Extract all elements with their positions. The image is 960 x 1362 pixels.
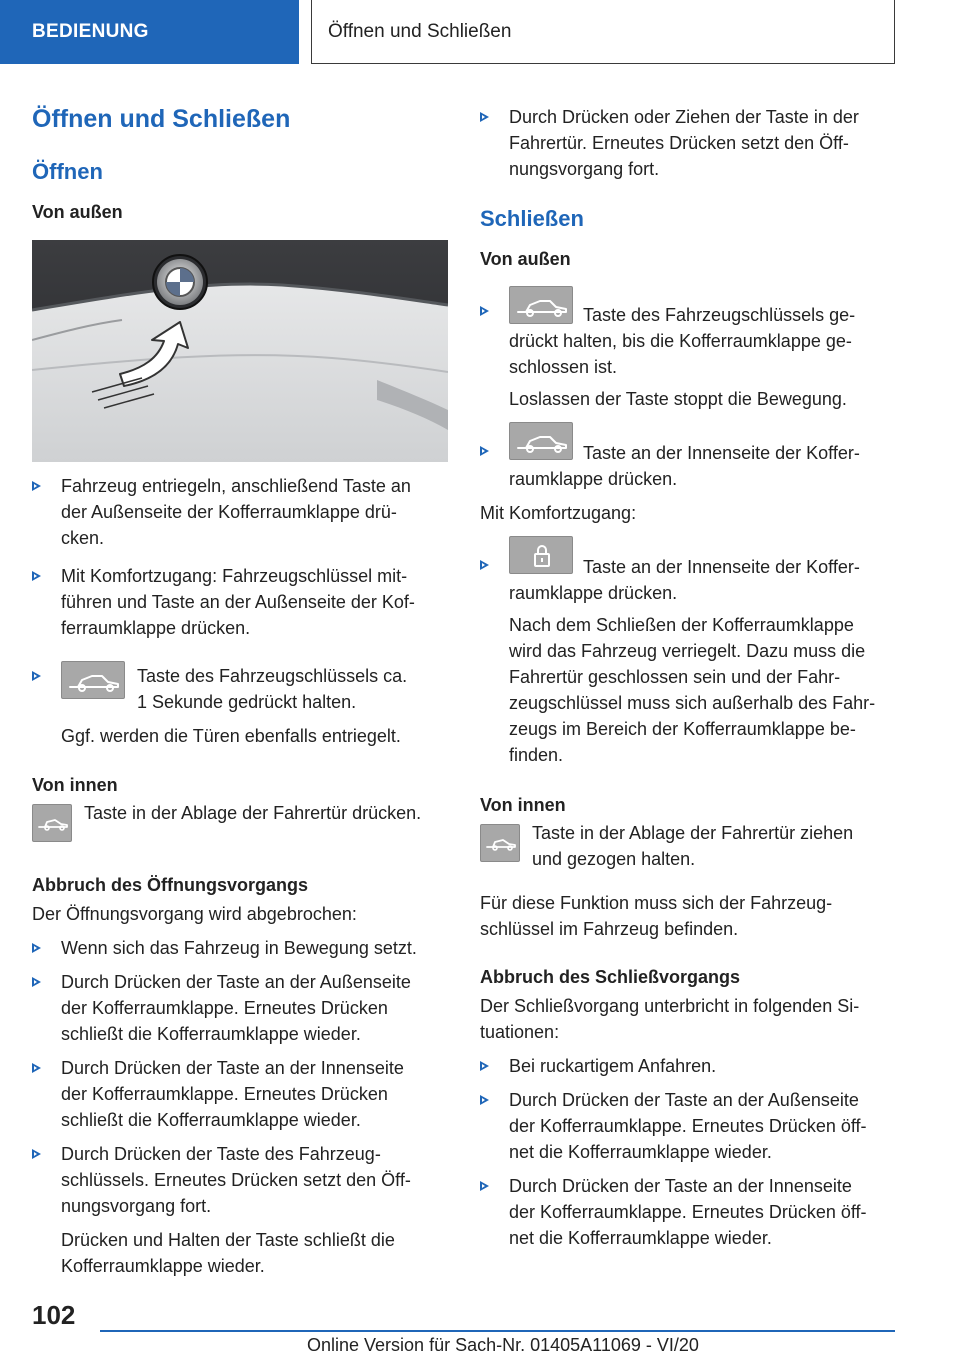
heading-von-innen: Von innen — [32, 775, 118, 795]
bullet-line: nungsvorgang fort. — [61, 1196, 212, 1216]
bullet-line: Fahrertür. Erneutes Drücken setzt den Öff- — [509, 133, 849, 153]
bullet-line: der Kofferraumklappe. Erneutes Drücken öff- — [509, 1116, 867, 1136]
bullet-note: finden. — [509, 745, 564, 765]
bullet-line: schlüssels. Erneutes Drücken setzt den Öff- — [61, 1170, 411, 1190]
right-column — [480, 96, 898, 1251]
trunk-button-icon — [32, 804, 72, 842]
innen-para: Für diese Funktion muss sich der Fahrzeug- — [480, 893, 833, 913]
trunk-button-icon — [480, 824, 520, 862]
bullet-line: der Kofferraumklappe. Erneutes Drücken — [61, 1084, 388, 1104]
innen-para: schlüssel im Fahrzeug befinden. — [480, 919, 739, 939]
abbruch-intro: Der Schließvorgang unterbricht in folgenden Si- — [480, 996, 860, 1016]
bullet-note: Drücken und Halten der Taste schließt die — [61, 1230, 395, 1250]
list-item — [480, 1173, 898, 1251]
bullet-line: nungsvorgang fort. — [509, 159, 660, 179]
abbruch-intro: Der Öffnungsvorgang wird abgebrochen: — [32, 904, 357, 924]
bullet-line: Taste an der Innenseite der Koffer- — [583, 557, 860, 577]
bullet-note: Nach dem Schließen der Kofferraumklappe — [509, 615, 854, 635]
footer-divider — [100, 1330, 895, 1332]
bullet-line: Wenn sich das Fahrzeug in Bewegung setzt. — [61, 938, 417, 958]
bullet-line: net die Kofferraumklappe wieder. — [509, 1142, 772, 1162]
trunk-key-icon — [509, 422, 573, 460]
bullet-line: führen und Taste an der Außenseite der Kof- — [61, 592, 415, 612]
bullet-line: Fahrzeug entriegeln, anschließend Taste an — [61, 476, 411, 496]
heading-abbruch: Abbruch des Öffnungsvorgangs — [32, 875, 309, 895]
bullet-line: schließt die Kofferraumklappe wieder. — [61, 1110, 361, 1130]
trunk-photo — [32, 240, 450, 462]
bullet-note: Fahrertür geschlossen sein und der Fahr- — [509, 667, 841, 687]
bullet-line: der Kofferraumklappe. Erneutes Drücken öff- — [509, 1202, 867, 1222]
list-item — [32, 473, 450, 551]
bullet-line: Taste des Fahrzeugschlüssels ge- — [583, 305, 856, 325]
bullet-line: Durch Drücken der Taste des Fahrzeug- — [61, 1144, 381, 1164]
lock-icon — [509, 536, 573, 574]
bullet-note: Ggf. werden die Türen ebenfalls entriegelt. — [61, 726, 401, 746]
trunk-key-icon — [61, 661, 125, 699]
list-item — [32, 663, 450, 749]
bullet-line: net die Kofferraumklappe wieder. — [509, 1228, 772, 1248]
bullet-line: Durch Drücken der Taste an der Außenseite — [61, 972, 411, 992]
bullet-note: wird das Fahrzeug verriegelt. Dazu muss die — [509, 641, 866, 661]
innen-text: Taste in der Ablage der Fahrertür ziehen — [532, 823, 854, 843]
heading-abbruch-2: Abbruch des Schließvorgangs — [480, 967, 741, 987]
bullet-line: raumklappe drücken. — [509, 469, 678, 489]
list-item — [480, 1087, 898, 1165]
list-item — [480, 104, 898, 182]
bullet-line: der Außenseite der Kofferraumklappe drü- — [61, 502, 397, 522]
list-item — [32, 969, 450, 1047]
chapter-header — [311, 0, 895, 64]
bullet-line: Durch Drücken der Taste an der Innenseite — [61, 1058, 404, 1078]
list-item — [32, 1055, 450, 1133]
bullet-line: Taste des Fahrzeugschlüssels ca. — [137, 666, 408, 686]
list-item — [32, 563, 450, 641]
page-number: 102 — [32, 1300, 76, 1330]
heading-von-innen-2: Von innen — [480, 795, 566, 815]
list-item — [32, 935, 450, 961]
heading-oeffnen: Öffnen — [32, 159, 103, 184]
heading-von-aussen-2: Von außen — [480, 249, 571, 269]
bullet-line: Durch Drücken der Taste an der Innenseite — [509, 1176, 852, 1196]
bullet-line: schlossen ist. — [509, 357, 618, 377]
bullet-note: Loslassen der Taste stoppt die Bewegung. — [509, 389, 847, 409]
bullet-line: raumklappe drücken. — [509, 583, 678, 603]
innen-row — [480, 820, 898, 872]
bullet-line: cken. — [61, 528, 105, 548]
innen-text: Taste in der Ablage der Fahrertür drücken. — [84, 803, 422, 823]
bullet-line: Mit Komfortzugang: Fahrzeugschlüssel mit- — [61, 566, 408, 586]
innen-row — [32, 800, 450, 842]
bullet-line: ferraumklappe drücken. — [61, 618, 251, 638]
komfort-label: Mit Komfortzugang: — [480, 503, 637, 523]
bullet-line: 1 Sekunde gedrückt halten. — [137, 692, 357, 712]
section-label: BEDIENUNG — [32, 21, 149, 42]
innen-text: und gezogen halten. — [532, 849, 696, 869]
list-item — [32, 1141, 450, 1279]
list-item — [480, 286, 898, 412]
bullet-line: Durch Drücken oder Ziehen der Taste in der — [509, 107, 859, 127]
heading-schliessen: Schließen — [480, 206, 584, 231]
chapter-title: Öffnen und Schließen — [328, 20, 512, 42]
bullet-line: drückt halten, bis die Kofferraumklappe ge- — [509, 331, 852, 351]
section-tab — [0, 0, 299, 64]
heading-von-aussen: Von außen — [32, 202, 123, 222]
bullet-line: Taste an der Innenseite der Koffer- — [583, 443, 860, 463]
footer-version: Online Version für Sach-Nr. 01405A11069 - VI/20 — [307, 1335, 699, 1355]
list-item — [480, 536, 898, 768]
abbruch-intro: tuationen: — [480, 1022, 560, 1042]
left-column — [32, 96, 450, 1279]
bullet-line: Bei ruckartigem Anfahren. — [509, 1056, 717, 1076]
bullet-line: schließt die Kofferraumklappe wieder. — [61, 1024, 361, 1044]
page-title: Öffnen und Schließen — [32, 105, 291, 133]
list-item — [480, 1053, 898, 1079]
bullet-note: zeugschlüssel muss sich außerhalb des Fahr- — [509, 693, 876, 713]
list-item — [480, 422, 898, 492]
trunk-key-icon — [509, 286, 573, 324]
bullet-note: zeugs im Bereich der Kofferraumklappe be- — [509, 719, 856, 739]
bullet-line: der Kofferraumklappe. Erneutes Drücken — [61, 998, 388, 1018]
bullet-note: Kofferraumklappe wieder. — [61, 1256, 265, 1276]
bullet-line: Durch Drücken der Taste an der Außenseite — [509, 1090, 859, 1110]
